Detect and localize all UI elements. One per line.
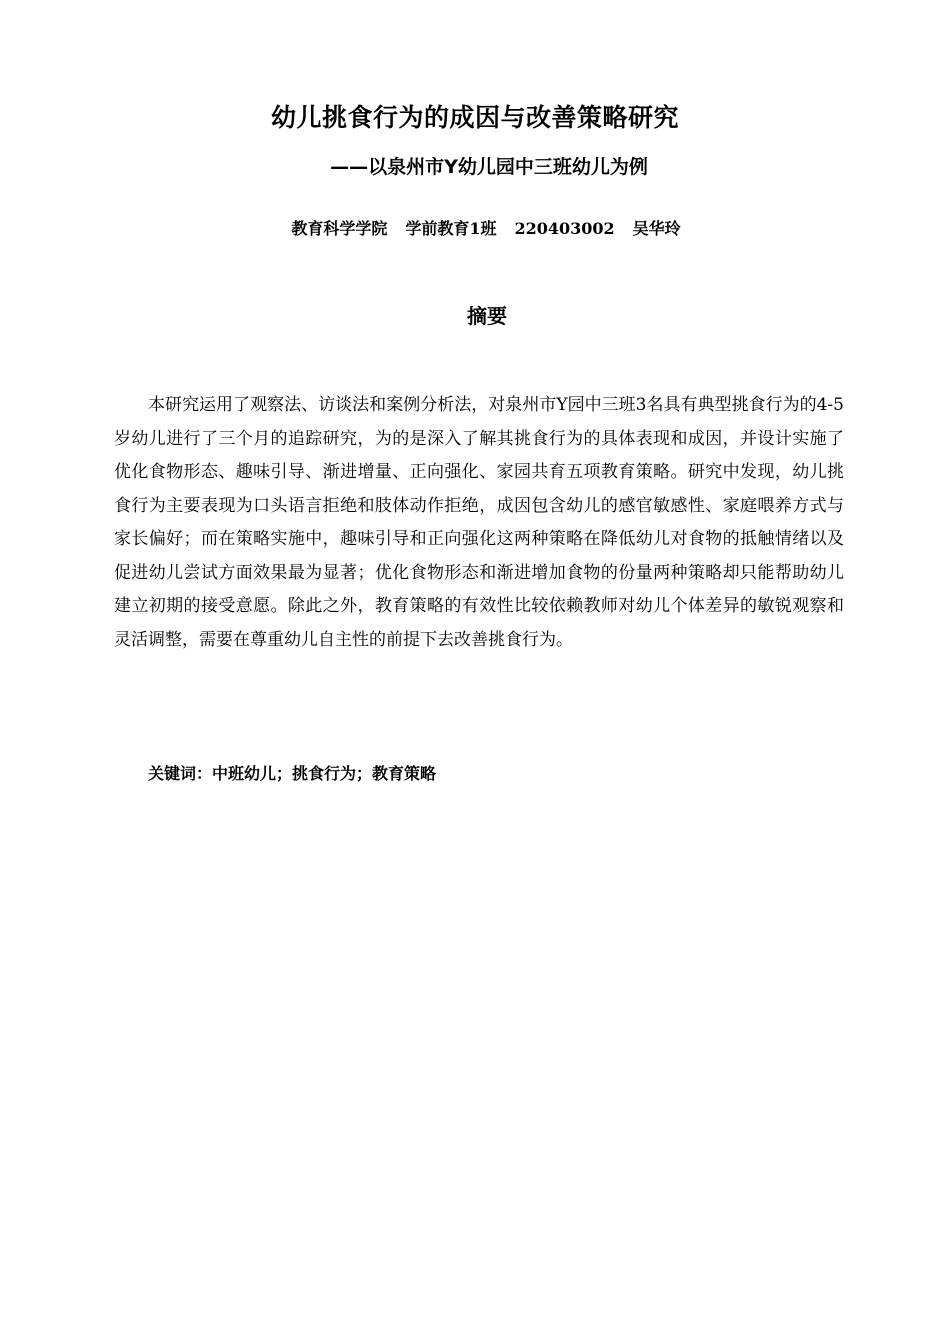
paper-subtitle: ——以泉州市Y幼儿园中三班幼儿为例 xyxy=(330,156,648,178)
author-class: 学前教育1班 xyxy=(405,219,497,238)
paper-title: 幼儿挑食行为的成因与改善策略研究 xyxy=(270,103,679,132)
author-info-line xyxy=(0,216,950,242)
author-student-id: 220403002 xyxy=(514,219,615,238)
author-name: 吴华玲 xyxy=(632,219,681,238)
author-school: 教育科学学院 xyxy=(291,219,388,238)
abstract-body: 本研究运用了观察法、访谈法和案例分析法，对泉州市Y园中三班3名具有典型挑食行为的4-5岁幼儿进行了三个月的追踪研究，为的是深入了解其挑食行为的具体表现和成因，并设计实施了优化食物形态、趣味引导、渐进增量、正向强化、家园共育五项教育策略。研究中发现，幼儿挑食行为主要表现为口头语言拒绝和肢体动作拒绝，成因包含幼儿的感官敏感性、家庭喂养方式与家长偏好；而在策略实施中，趣味引导和正向强化这两种策略在降低幼儿对食物的抵触情绪以及促进幼儿尝试方面效果最为显著；优化食物形态和渐进增加食物的份量两种策略却只能帮助幼儿建立初期的接受意愿。除此之外，教育策略的有效性比较依赖教师对幼儿个体差异的敏锐观察和灵活调整，需要在尊重幼儿自主性的前提下去改善挑食行为。 xyxy=(114,395,844,650)
abstract-heading: 摘要 xyxy=(467,304,507,328)
keywords-line: 关键词：中班幼儿；挑食行为；教育策略 xyxy=(148,764,437,783)
